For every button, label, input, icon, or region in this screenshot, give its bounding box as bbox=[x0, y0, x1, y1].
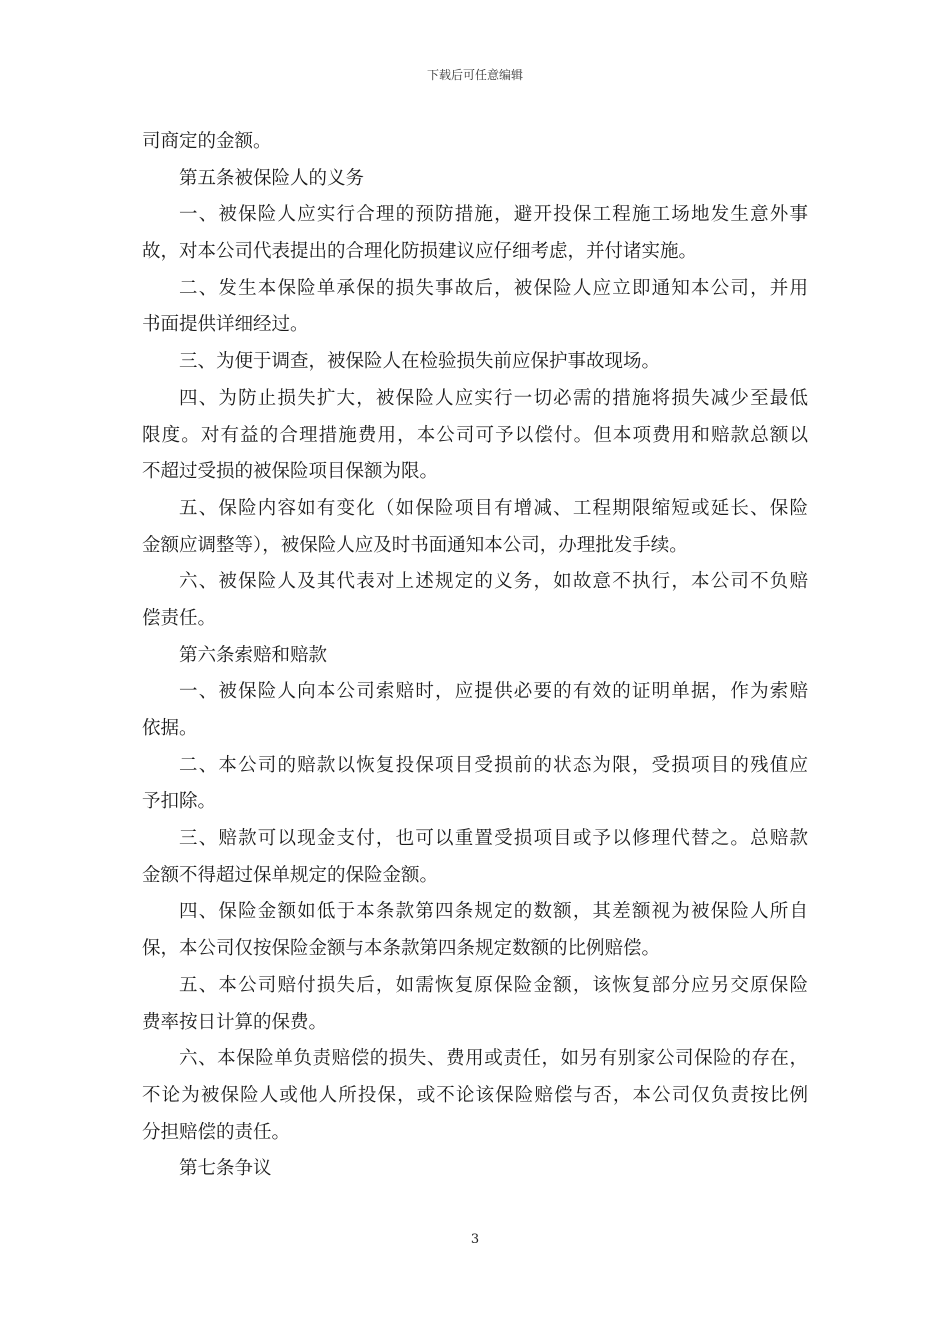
text-line: 四、为防止损失扩大，被保险人应实行一切必需的措施将损失减少至最低 bbox=[179, 387, 808, 409]
paragraph bbox=[142, 124, 808, 161]
paragraph bbox=[142, 381, 808, 491]
document-body bbox=[142, 124, 808, 1188]
paragraph bbox=[142, 1041, 808, 1151]
text-line: 费率按日计算的保费。 bbox=[142, 1011, 328, 1033]
text-line: 分担赔偿的责任。 bbox=[142, 1121, 291, 1143]
text-line: 第七条争议 bbox=[179, 1158, 272, 1180]
paragraph bbox=[142, 821, 808, 894]
text-line: 不论为被保险人或他人所投保，或不论该保险赔偿与否，本公司仅负责按比例 bbox=[142, 1084, 808, 1106]
text-line: 第五条被保险人的义务 bbox=[179, 167, 365, 189]
text-line: 金额应调整等），被保险人应及时书面通知本公司，办理批发手续。 bbox=[142, 534, 688, 556]
text-line: 六、被保险人及其代表对上述规定的义务，如故意不执行，本公司不负赔 bbox=[179, 571, 808, 593]
text-line: 四、保险金额如低于本条款第四条规定的数额，其差额视为被保险人所自 bbox=[179, 901, 808, 923]
page-number: 3 bbox=[470, 1232, 480, 1247]
text-line: 金额不得超过保单规定的保险金额。 bbox=[142, 864, 439, 886]
paragraph bbox=[142, 1151, 808, 1188]
text-line: 书面提供详细经过。 bbox=[142, 314, 309, 336]
text-line: 二、本公司的赔款以恢复投保项目受损前的状态为限，受损项目的残值应 bbox=[179, 754, 808, 776]
text-line: 依据。 bbox=[142, 718, 198, 739]
text-line: 限度。对有益的合理措施费用，本公司可予以偿付。但本项费用和赔款总额以 bbox=[142, 424, 808, 446]
paragraph bbox=[142, 894, 808, 967]
text-line: 保，本公司仅按保险金额与本条款第四条规定数额的比例赔偿。 bbox=[142, 938, 661, 960]
paragraph bbox=[142, 344, 808, 381]
paragraph bbox=[142, 638, 808, 675]
paragraph bbox=[142, 161, 808, 198]
paragraph bbox=[142, 491, 808, 564]
text-line: 第六条索赔和赔款 bbox=[179, 644, 328, 666]
paragraph bbox=[142, 271, 808, 344]
paragraph bbox=[142, 197, 808, 270]
paragraph bbox=[142, 674, 808, 747]
paragraph bbox=[142, 968, 808, 1041]
text-line: 偿责任。 bbox=[142, 607, 217, 629]
paragraph bbox=[142, 748, 808, 821]
text-line: 一、被保险人向本公司索赔时，应提供必要的有效的证明单据，作为索赔 bbox=[179, 681, 808, 703]
text-line: 予扣除。 bbox=[142, 791, 217, 813]
page-header: 下载后可任意编辑 bbox=[426, 68, 523, 82]
text-line: 二、发生本保险单承保的损失事故后，被保险人应立即通知本公司，并用 bbox=[179, 277, 808, 299]
text-line: 五、本公司赔付损失后，如需恢复原保险金额，该恢复部分应另交原保险 bbox=[179, 974, 808, 996]
text-line: 三、赔款可以现金支付，也可以重置受损项目或予以修理代替之。总赔款 bbox=[179, 828, 808, 850]
text-line: 三、为便于调查，被保险人在检验损失前应保护事故现场。 bbox=[179, 351, 661, 373]
text-line: 司商定的金额。 bbox=[142, 131, 272, 152]
text-line: 一、被保险人应实行合理的预防措施，避开投保工程施工场地发生意外事 bbox=[179, 204, 808, 226]
text-line: 不超过受损的被保险项目保额为限。 bbox=[142, 461, 439, 483]
text-line: 六、本保险单负责赔偿的损失、费用或责任，如另有别家公司保险的存在， bbox=[179, 1048, 808, 1070]
paragraph bbox=[142, 564, 808, 637]
text-line: 故，对本公司代表提出的合理化防损建议应仔细考虑，并付诸实施。 bbox=[142, 241, 698, 263]
text-line: 五、保险内容如有变化（如保险项目有增减、工程期限缩短或延长、保险 bbox=[179, 497, 808, 519]
